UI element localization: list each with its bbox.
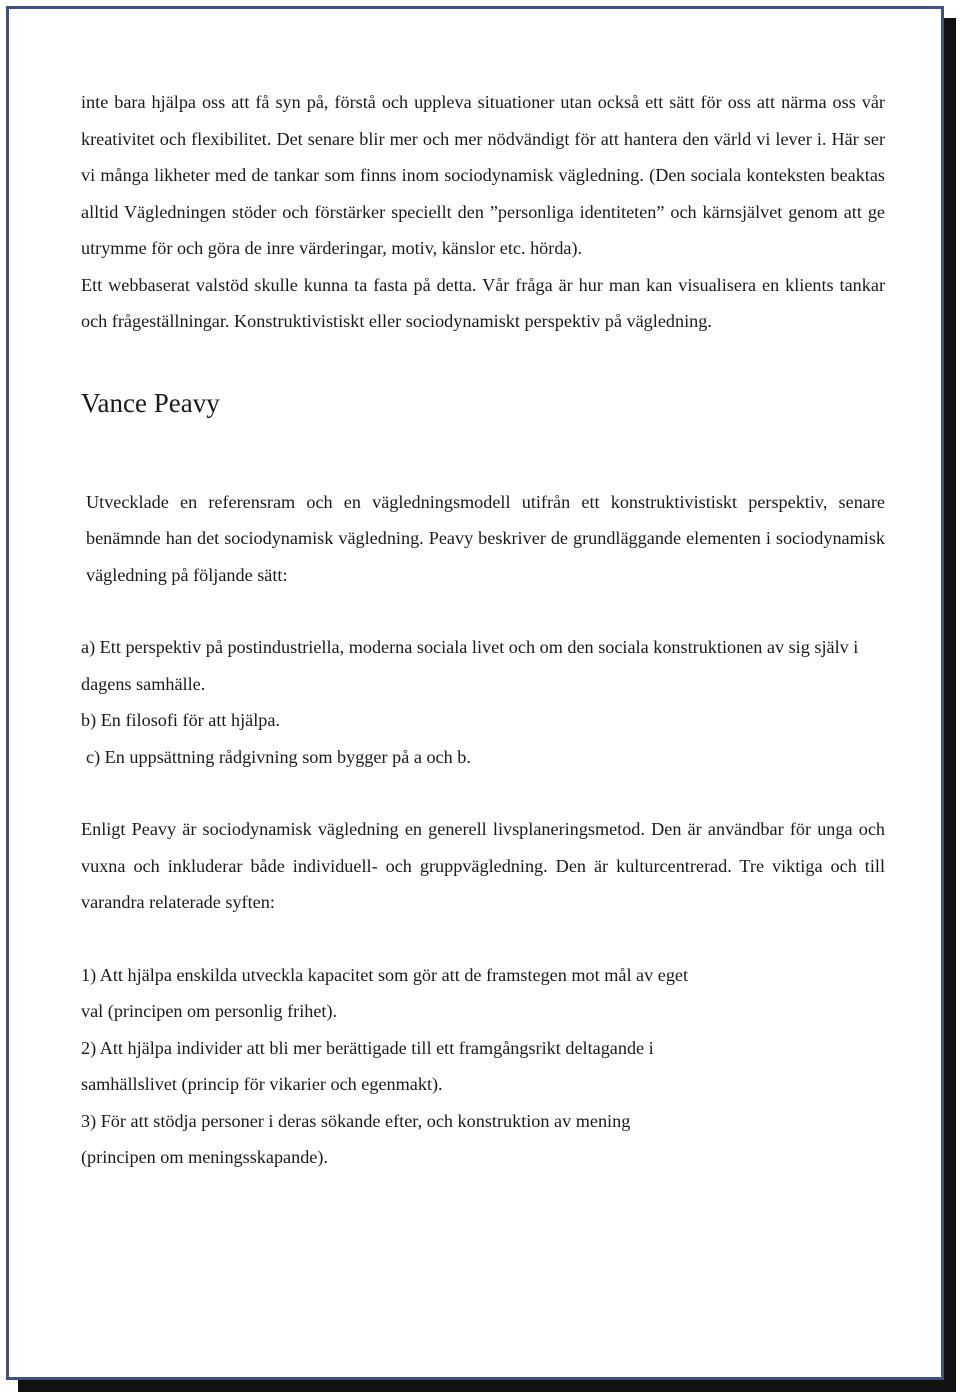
purpose-3-line-1: 3) För att stödja personer i deras sökande efter, och konstruktion av mening	[81, 1110, 631, 1131]
list-item-a: a) Ett perspektiv på postindustriella, moderna sociala livet och om den sociala konstruktionen av sig själv i dagens samhälle.	[81, 637, 859, 694]
paragraph-peavy-model: Utvecklade en referensram och en vägledningsmodell utifrån ett konstruktivistiskt perspektiv, senare benämnde han det sociodynamisk vägledning. Peavy beskriver de grundläggande elementen i sociodynamisk vägledning på följande sätt:	[86, 491, 885, 585]
purpose-1-line-1: 1) Att hjälpa enskilda utveckla kapacitet som gör att de framstegen mot mål av eget	[81, 964, 689, 985]
document-body	[81, 84, 885, 1176]
purpose-1-line-2: val (principen om personlig frihet).	[81, 1001, 338, 1021]
list-elements	[81, 629, 885, 775]
section-heading: Vance Peavy	[81, 387, 220, 418]
paragraph-webbaserat-valstod: Ett webbaserat valstöd skulle kunna ta fasta på detta. Vår fråga är hur man kan visualisera en klients tankar och frågeställningar. Konstruktivistiskt eller sociodynamiskt perspektiv på vägledning.	[81, 274, 885, 331]
list-purposes	[81, 957, 885, 1176]
paragraph-livsplanering: Enligt Peavy är sociodynamisk vägledning en generell livsplaneringsmetod. Den är användbar för unga och vuxna och inkluderar både individuell- och gruppvägledning. Den är kulturcentrerad. Tre viktiga och till varandra relaterade syften:	[81, 819, 885, 912]
purpose-2-line-2: samhällslivet (princip för vikarier och egenmakt).	[81, 1074, 443, 1094]
document-page	[6, 6, 944, 1380]
purpose-2-line-1: 2) Att hjälpa individer att bli mer berättigade till ett framgångsrikt deltagande i	[81, 1037, 654, 1058]
list-item-c: c) En uppsättning rådgivning som bygger på a och b.	[86, 746, 471, 767]
list-item-b: b) En filosofi för att hjälpa.	[81, 710, 280, 730]
purpose-3-line-2: (principen om meningsskapande).	[81, 1147, 328, 1167]
paragraph-intro: inte bara hjälpa oss att få syn på, förstå och uppleva situationer utan också ett sätt för oss att närma oss vår kreativitet och flexibilitet. Det senare blir mer och mer nödvändigt för att hantera den värld vi lever i. Här ser vi många likheter med de tankar som finns inom sociodynamisk vägledning. (Den sociala konteksten beaktas alltid Vägledningen stöder och förstärker speciellt den ”personliga identiteten” och kärnsjälvet genom att ge utrymme för och göra de inre värderingar, motiv, känslor etc. hörda).	[81, 92, 885, 258]
